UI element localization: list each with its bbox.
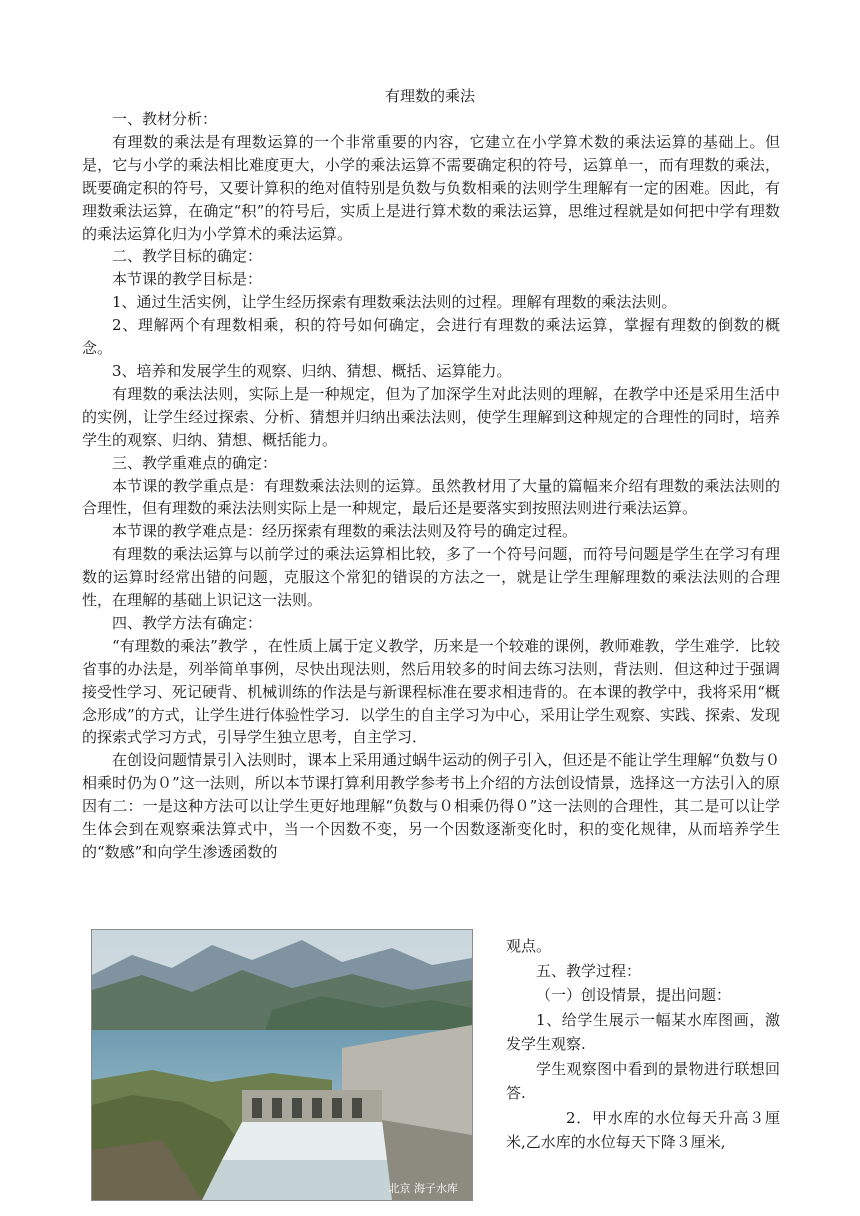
paragraph: 学生观察图中看到的景物进行联想回答. <box>506 1059 780 1102</box>
photo-caption: 北京 海子水库 <box>388 1182 458 1195</box>
reservoir-photo <box>91 929 473 1201</box>
paragraph: 本节课的教学重点是：有理数乘法法则的运算。虽然教材用了大量的篇幅来介绍有理数的乘法法则的合理性，但有理数的乘法法则实际上是一种规定，最后还是要落实到按照法则进行乘法运算。 <box>82 476 780 518</box>
paragraph: 有理数的乘法是有理数运算的一个非常重要的内容，它建立在小学算术数的乘法运算的基础上。但是，它与小学的乘法相比难度更大，小学的乘法运算不需要确定积的符号，运算单一，而有理数的乘法，既要确定积的符号，又要计算积的绝对值特别是负数与负数相乘的法则学生理解有一定的困难。因此，有理数乘法运算，在确定“积”的符号后，实质上是进行算术数的乘法运算，思维过程就是如何把中学有理数的乘法运算化归为小学算术的乘法运算。 <box>82 132 780 243</box>
side-text <box>506 934 780 1155</box>
list-item: 2、理解两个有理数相乘，积的符号如何确定，会进行有理数的乘法运算，掌握有理数的倒数的概念。 <box>82 316 780 358</box>
paragraph: 观点。 <box>506 937 552 955</box>
document-body <box>82 108 780 864</box>
list-item: 1、通过生活实例，让学生经历探索有理数乘法法则的过程。理解有理数的乘法法则。 <box>112 293 677 312</box>
subsection-heading: （一）创设情景，提出问题： <box>536 986 732 1004</box>
document-title: 有理数的乘法 <box>384 87 475 105</box>
section-heading: 一、教材分析： <box>112 110 218 128</box>
paragraph: 本节课的教学难点是：经历探索有理数的乘法法则及符号的确定过程。 <box>112 522 578 541</box>
paragraph: 本节课的教学目标是： <box>112 270 263 289</box>
reservoir-illustration <box>92 930 472 1200</box>
paragraph: “有理数的乘法”教学 ，在性质上属于定义教学，历来是一个较难的课例，教师难教，学生难学．比较省事的办法是，列举简单事例，尽快出现法则，然后用较多的时间去练习法则，背法则．但这种过于强调接受性学习、死记硬背、机械训练的作法是与新课程标准在要求相违背的。在本课的教学中，我将采用“概念形成”的方式，让学生进行体验性学习．以学生的自主学习为中心，采用让学生观察、实践、探索、发现的探索式学习方式，引导学生独立思考，自主学习． <box>82 636 780 747</box>
list-item: 3、培养和发展学生的观察、归纳、猜想、概括、运算能力。 <box>112 361 512 380</box>
list-item: 2．甲水库的水位每天升高３厘米,乙水库的水位每天下降３厘米, <box>506 1108 780 1151</box>
section-heading: 二、教学目标的确定： <box>112 247 263 266</box>
paragraph: 有理数的乘法运算与以前学过的乘法运算相比较，多了一个符号问题，而符号问题是学生在学习有理数的运算时经常出错的问题，克服这个常犯的错误的方法之一，就是让学生理解理数的乘法法则的合理性，在理解的基础上识记这一法则。 <box>82 545 780 610</box>
paragraph: 在创设问题情景引入法则时，课本上采用通过蜗牛运动的例子引入，但还是不能让学生理解“负数与０相乘时仍为０”这一法则，所以本节课打算利用教学参考书上介绍的方法创设情景，选择这一方法引入的原因有二：一是这种方法可以让学生更好地理解“负数与０相乘仍得０”这一法则的合理性，其二是可以让学生体会到在观察乘法算式中，当一个因数不变，另一个因数逐渐变化时，积的变化规律，从而培养学生的“数感”和向学生渗透函数的 <box>82 751 780 861</box>
section-heading: 五、教学过程： <box>536 961 642 980</box>
list-item: 1、给学生展示一幅某水库图画，激发学生观察. <box>506 1010 780 1053</box>
paragraph: 有理数的乘法法则，实际上是一种规定，但为了加深学生对此法则的理解，在教学中还是采用生活中的实例，让学生经过探索、分析、猜想并归纳出乘法法则，使学生理解到这种规定的合理性的同时，培养学生的观察、归纳、猜想、概括能力。 <box>82 384 780 449</box>
section-heading: 四、教学方法有确定： <box>112 613 263 632</box>
section-heading: 三、教学重难点的确定： <box>112 453 278 472</box>
